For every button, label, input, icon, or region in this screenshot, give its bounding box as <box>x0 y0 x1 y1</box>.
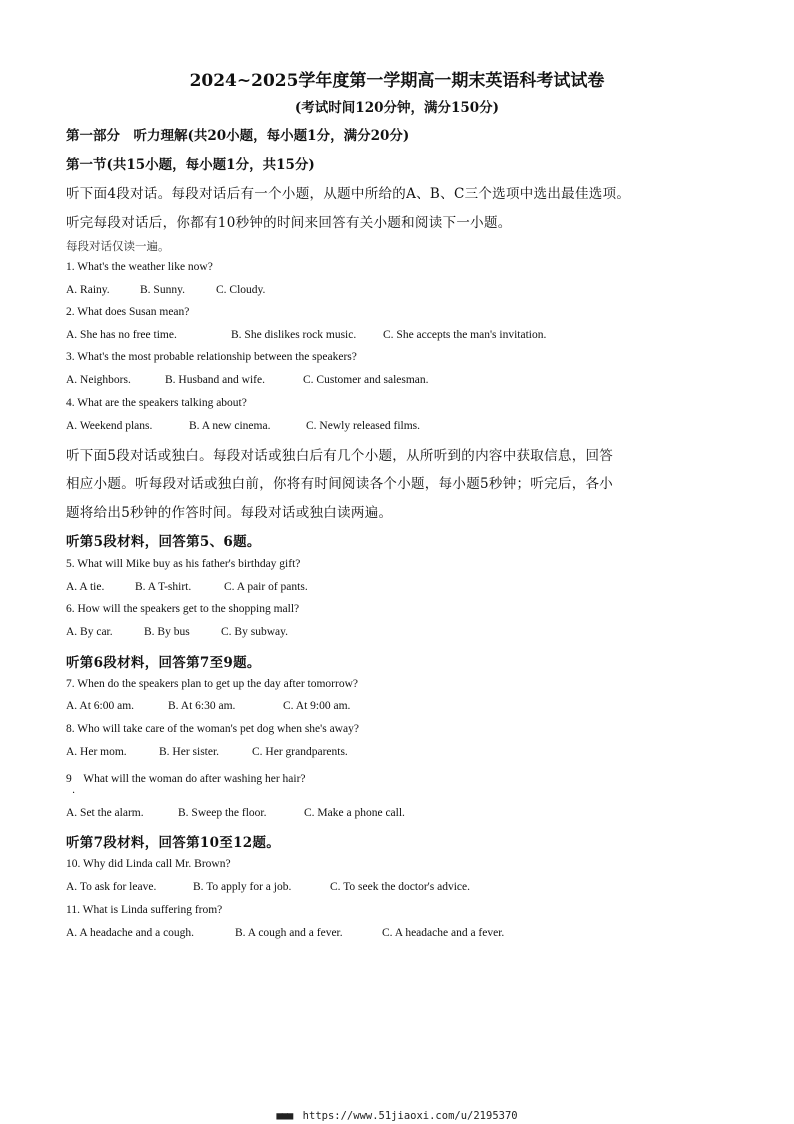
option-b: B. To apply for a job. <box>193 881 292 893</box>
footer-mark: ■■■ <box>276 1110 293 1122</box>
option-c: C. Cloudy. <box>216 284 266 296</box>
question-stem: 2. What does Susan mean? <box>66 306 190 318</box>
question-stem: 5. What will Mike buy as his father's birthday gift? <box>66 558 301 570</box>
question-options <box>66 374 429 386</box>
instruction-note: 每段对话仅读一遍。 <box>66 239 170 253</box>
question-options <box>66 700 350 712</box>
section-heading: 第一节(共15小题，每小题1分，共15分) <box>66 157 315 173</box>
question-options <box>66 807 405 819</box>
option-a: A. Set the alarm. <box>66 807 144 819</box>
option-a: A. Her mom. <box>66 746 127 758</box>
option-a: A. Neighbors. <box>66 374 131 386</box>
page-footer <box>0 1110 794 1122</box>
option-c: C. Make a phone call. <box>304 807 405 819</box>
option-c: C. To seek the doctor's advice. <box>330 881 470 893</box>
option-b: B. Her sister. <box>159 746 220 758</box>
option-c: C. Customer and salesman. <box>303 374 429 386</box>
question-options <box>66 284 265 296</box>
option-b: B. At 6:30 am. <box>168 700 236 712</box>
option-a: A. She has no free time. <box>66 329 177 341</box>
question-options <box>66 881 470 893</box>
instruction-line: 题将给出5秒钟的作答时间。每段对话或独白读两遍。 <box>66 505 393 521</box>
question-stem: 9 What will the woman do after washing her hair? <box>66 773 306 785</box>
option-b: B. Sweep the floor. <box>178 807 267 819</box>
option-b: B. Sunny. <box>140 284 185 296</box>
instruction-line: 听下面4段对话。每段对话后有一个小题，从题中所给的A、B、C三个选项中选出最佳选项。 <box>66 186 631 202</box>
option-b: B. A T-shirt. <box>135 581 192 593</box>
option-a: A. Weekend plans. <box>66 420 153 432</box>
question-options <box>66 626 288 638</box>
option-c: C. At 9:00 am. <box>283 700 351 712</box>
material-heading: 听第5段材料，回答第5、6题。 <box>66 534 261 550</box>
question-stem: 11. What is Linda suffering from? <box>66 904 223 916</box>
option-a: A. A headache and a cough. <box>66 927 195 939</box>
instruction-line: 听下面5段对话或独白。每段对话或独白后有几个小题，从所听到的内容中获取信息，回答 <box>66 448 614 464</box>
material-heading: 听第6段材料，回答第7至9题。 <box>66 655 261 671</box>
question-stem: 4. What are the speakers talking about? <box>66 397 247 409</box>
question-stem: 8. Who will take care of the woman's pet dog when she's away? <box>66 723 359 735</box>
instruction-line: 相应小题。听每段对话或独白前，你将有时间阅读各个小题，每小题5秒钟；听完后，各小 <box>66 476 614 492</box>
question-stem: 7. When do the speakers plan to get up the day after tomorrow? <box>66 678 358 690</box>
option-c: C. Newly released films. <box>306 420 421 432</box>
option-c: C. Her grandparents. <box>252 746 348 758</box>
exam-title: 2024~2025学年度第一学期高一期末英语科考试试卷 <box>189 71 605 91</box>
exam-subtitle: (考试时间120分钟，满分150分) <box>294 100 500 116</box>
question-stem: 6. How will the speakers get to the shopping mall? <box>66 603 300 615</box>
option-a: A. To ask for leave. <box>66 881 157 893</box>
option-c: C. A headache and a fever. <box>382 927 505 939</box>
question-options <box>66 927 504 939</box>
question-stem: 1. What's the weather like now? <box>66 261 213 273</box>
option-b: B. By bus <box>144 626 190 638</box>
option-b: B. A cough and a fever. <box>235 927 343 939</box>
question-stem: 3. What's the most probable relationship between the speakers? <box>66 351 357 363</box>
question-options <box>66 420 420 432</box>
option-c: C. She accepts the man's invitation. <box>383 329 547 341</box>
option-a: A. At 6:00 am. <box>66 700 135 712</box>
question-options <box>66 329 546 341</box>
option-a: A. Rainy. <box>66 284 110 296</box>
option-b: B. She dislikes rock music. <box>231 329 357 341</box>
option-c: C. A pair of pants. <box>224 581 308 593</box>
option-b: B. A new cinema. <box>189 420 271 432</box>
instruction-line: 听完每段对话后，你都有10秒钟的时间来回答有关小题和阅读下一小题。 <box>66 215 512 231</box>
part-heading: 第一部分 听力理解(共20小题，每小题1分，满分20分) <box>66 128 410 144</box>
material-heading: 听第7段材料，回答第10至12题。 <box>66 835 281 851</box>
question-stem: 10. Why did Linda call Mr. Brown? <box>66 858 231 870</box>
option-b: B. Husband and wife. <box>165 374 265 386</box>
stray-dot: · <box>72 788 76 799</box>
option-c: C. By subway. <box>221 626 288 638</box>
option-a: A. By car. <box>66 626 113 638</box>
option-a: A. A tie. <box>66 581 105 593</box>
footer-url[interactable]: https://www.51jiaoxi.com/u/2195370 <box>302 1110 518 1122</box>
question-options <box>66 746 348 758</box>
question-options <box>66 581 308 593</box>
